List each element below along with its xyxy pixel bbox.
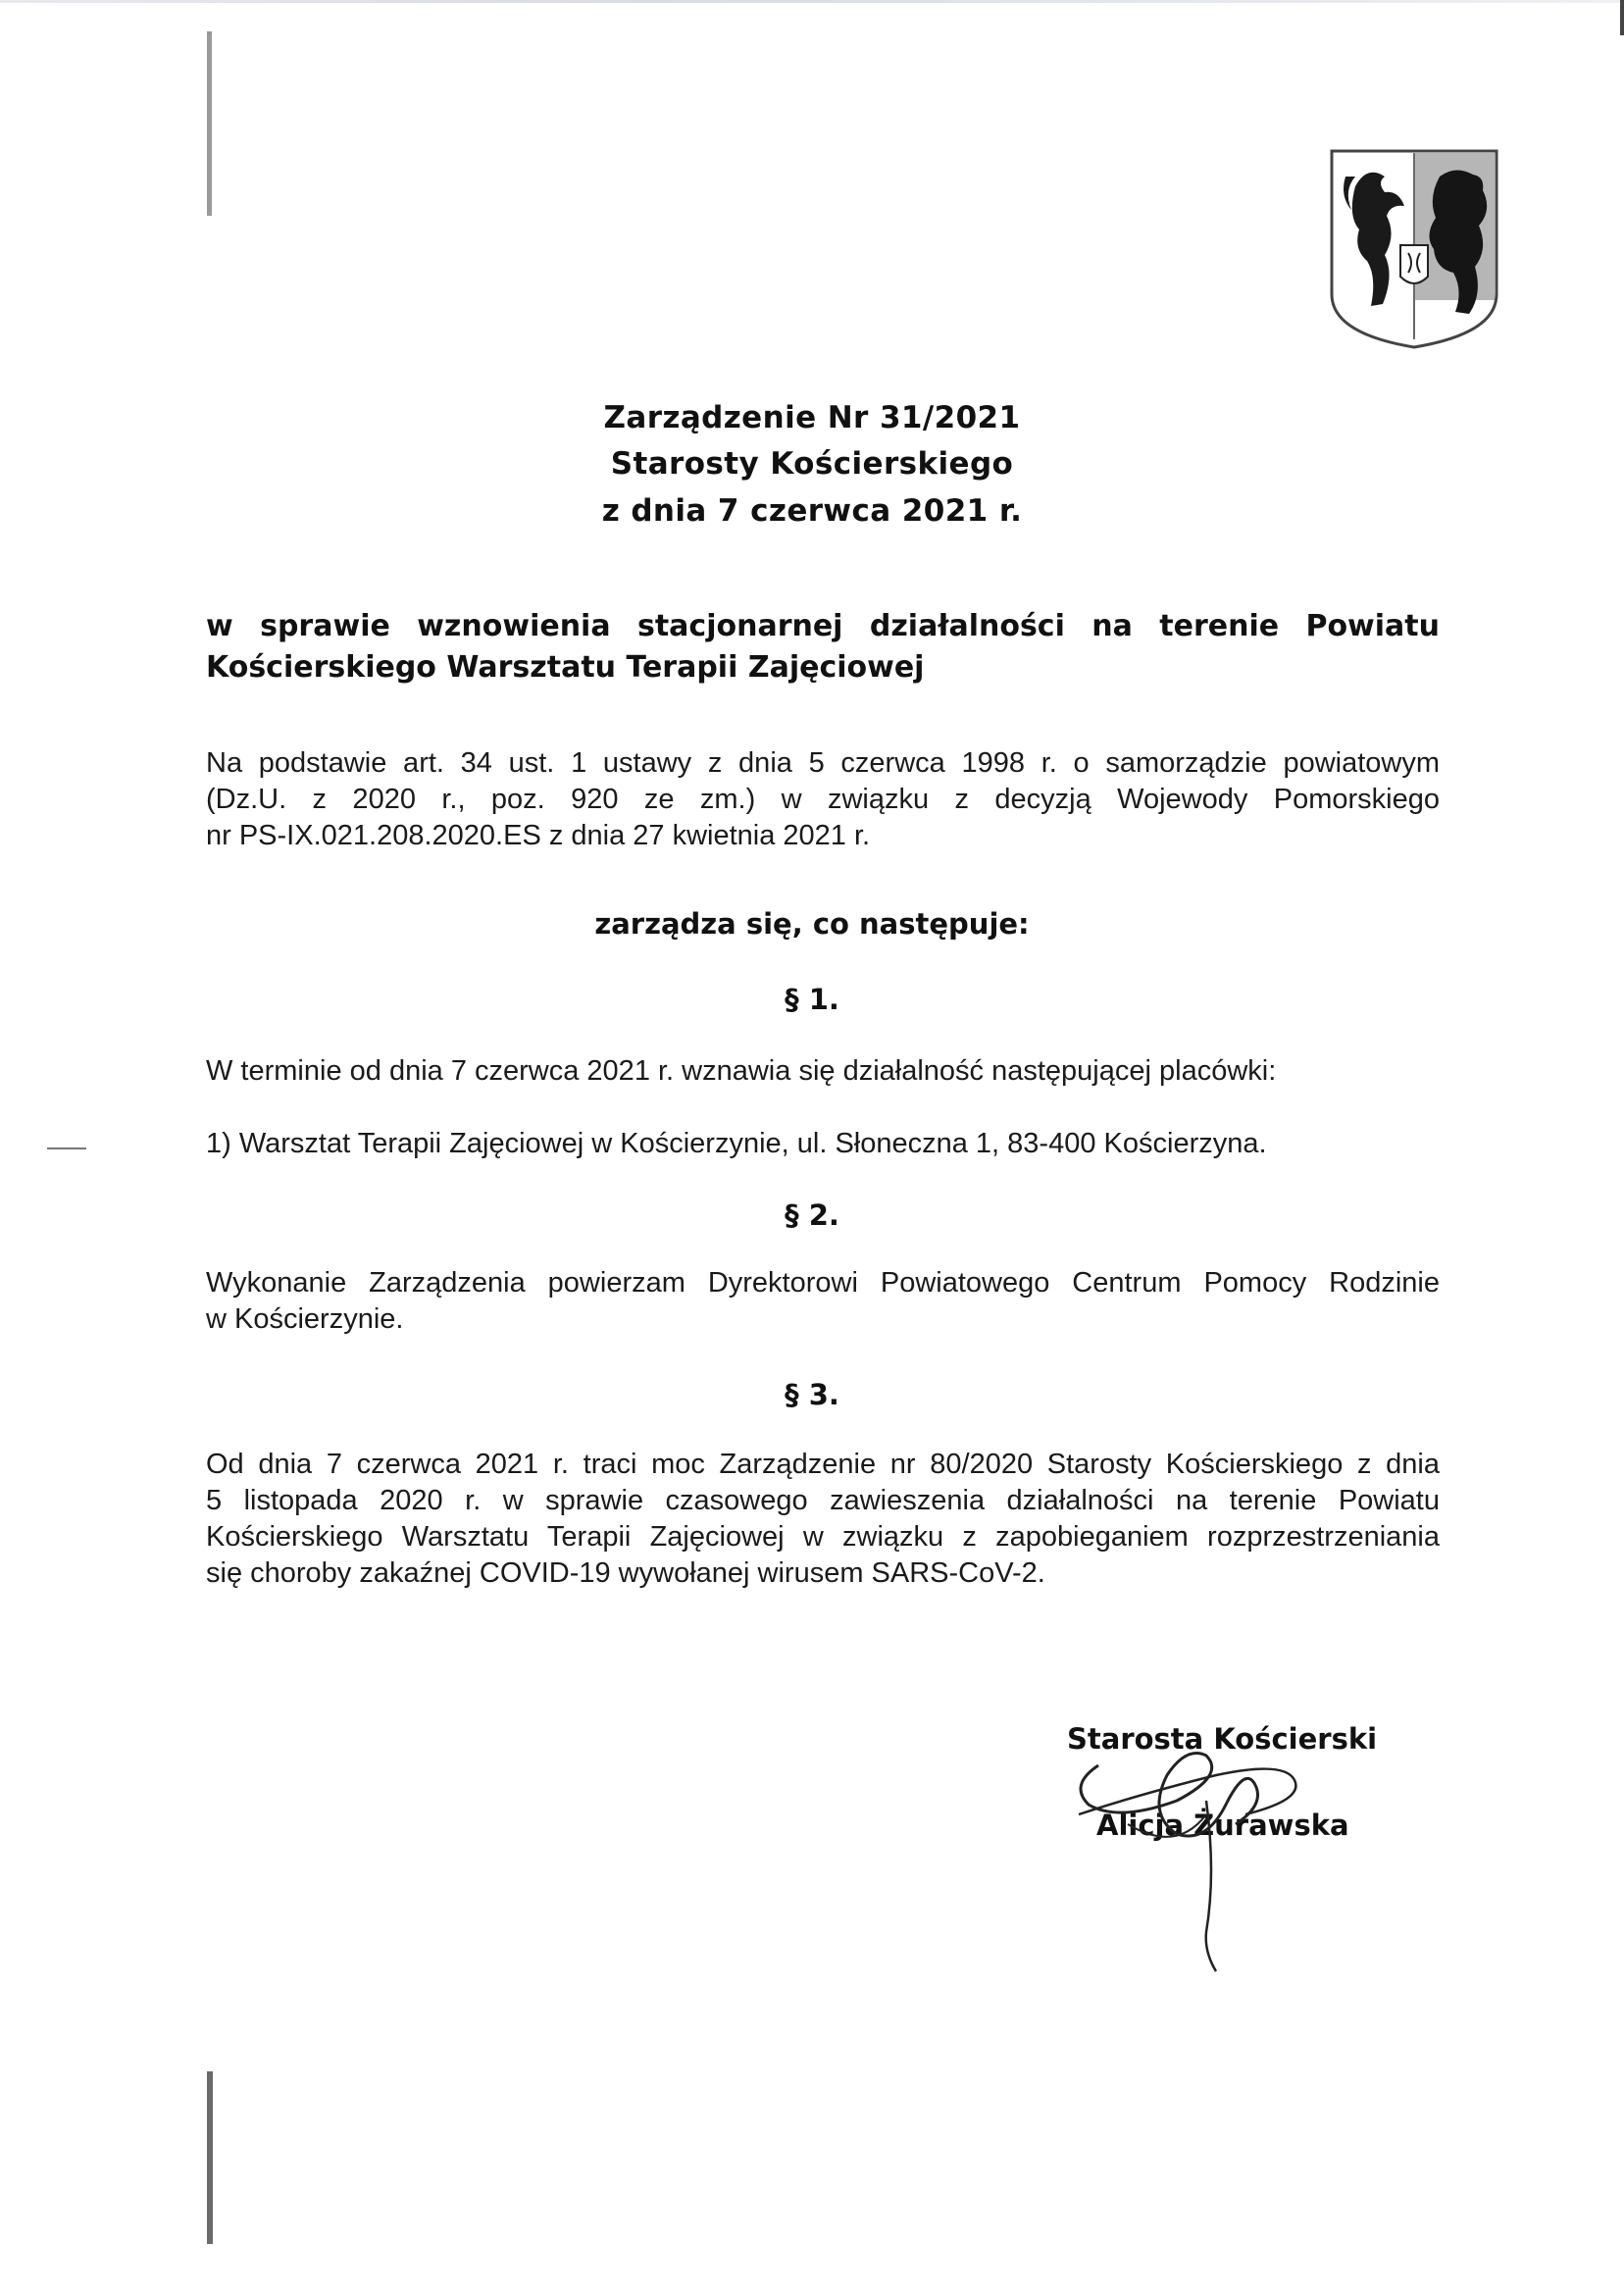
issuer-line: Starosty Kościerskiego: [610, 446, 1014, 482]
section-heading: § 3.: [785, 1378, 839, 1411]
list-item: 1) Warsztat Terapii Zajęciowej w Kościerzynie, ul. Słoneczna 1, 83-400 Kościerzyna.: [206, 1128, 1267, 1159]
section-paragraph: [206, 1447, 1440, 1592]
scan-edge-top: [0, 0, 1624, 3]
document-title: Zarządzenie Nr 31/2021: [603, 400, 1021, 435]
section-heading: § 1.: [785, 983, 839, 1016]
paragraph-line: (Dz.U. z 2020 r., poz. 920 ze zm.) w związku z decyzją Wojewody Pomorskiego: [206, 784, 1440, 815]
orders-heading: zarządza się, co następuje:: [594, 907, 1030, 941]
paragraph-line: Wykonanie Zarządzenia powierzam Dyrektorowi Powiatowego Centrum Pomocy Rodzinie: [206, 1267, 1440, 1299]
subject-line: w sprawie wznowienia stacjonarnej działalności na terenie Powiatu: [206, 609, 1440, 643]
fold-mark: [47, 1147, 86, 1149]
paragraph-line: Kościerskiego Warsztatu Terapii Zajęciowej w związku z zapobieganiem rozprzestrzeniania: [206, 1521, 1440, 1553]
date-line: z dnia 7 czerwca 2021 r.: [601, 493, 1023, 529]
signatory-title: Starosta Kościerski: [1067, 1722, 1378, 1756]
section-heading: § 2.: [785, 1198, 839, 1232]
signatory-name: Alicja Żurawska: [1096, 1809, 1349, 1842]
paragraph-line: nr PS-IX.021.208.2020.ES z dnia 27 kwietnia 2021 r.: [206, 820, 871, 851]
paragraph-line: Na podstawie art. 34 ust. 1 ustawy z dnia 5 czerwca 1998 r. o samorządzie powiatowym: [206, 747, 1440, 779]
paragraph-line: Od dnia 7 czerwca 2021 r. traci moc Zarządzenie nr 80/2020 Starosty Kościerskiego z dnia: [206, 1449, 1440, 1480]
legal-basis-paragraph: [206, 745, 1440, 854]
paragraph-line: 5 listopada 2020 r. w sprawie czasowego zawieszenia działalności na terenie Powiatu: [206, 1485, 1440, 1516]
section-paragraph: [206, 1265, 1440, 1338]
subject-block: [206, 606, 1440, 688]
coat-of-arms-icon: [1326, 147, 1502, 349]
scan-edge-right: [1620, 0, 1624, 35]
paragraph-line: się choroby zakaźnej COVID-19 wywołanej wirusem SARS-CoV-2.: [206, 1557, 1045, 1589]
scan-mark-top: [207, 31, 212, 216]
section-text: W terminie od dnia 7 czerwca 2021 r. wznawia się działalność następującej placówki:: [206, 1055, 1277, 1087]
scan-mark-bottom: [207, 2071, 213, 2244]
paragraph-line: w Kościerzynie.: [206, 1303, 404, 1335]
subject-line: Kościerskiego Warsztatu Terapii Zajęciowej: [206, 650, 925, 685]
